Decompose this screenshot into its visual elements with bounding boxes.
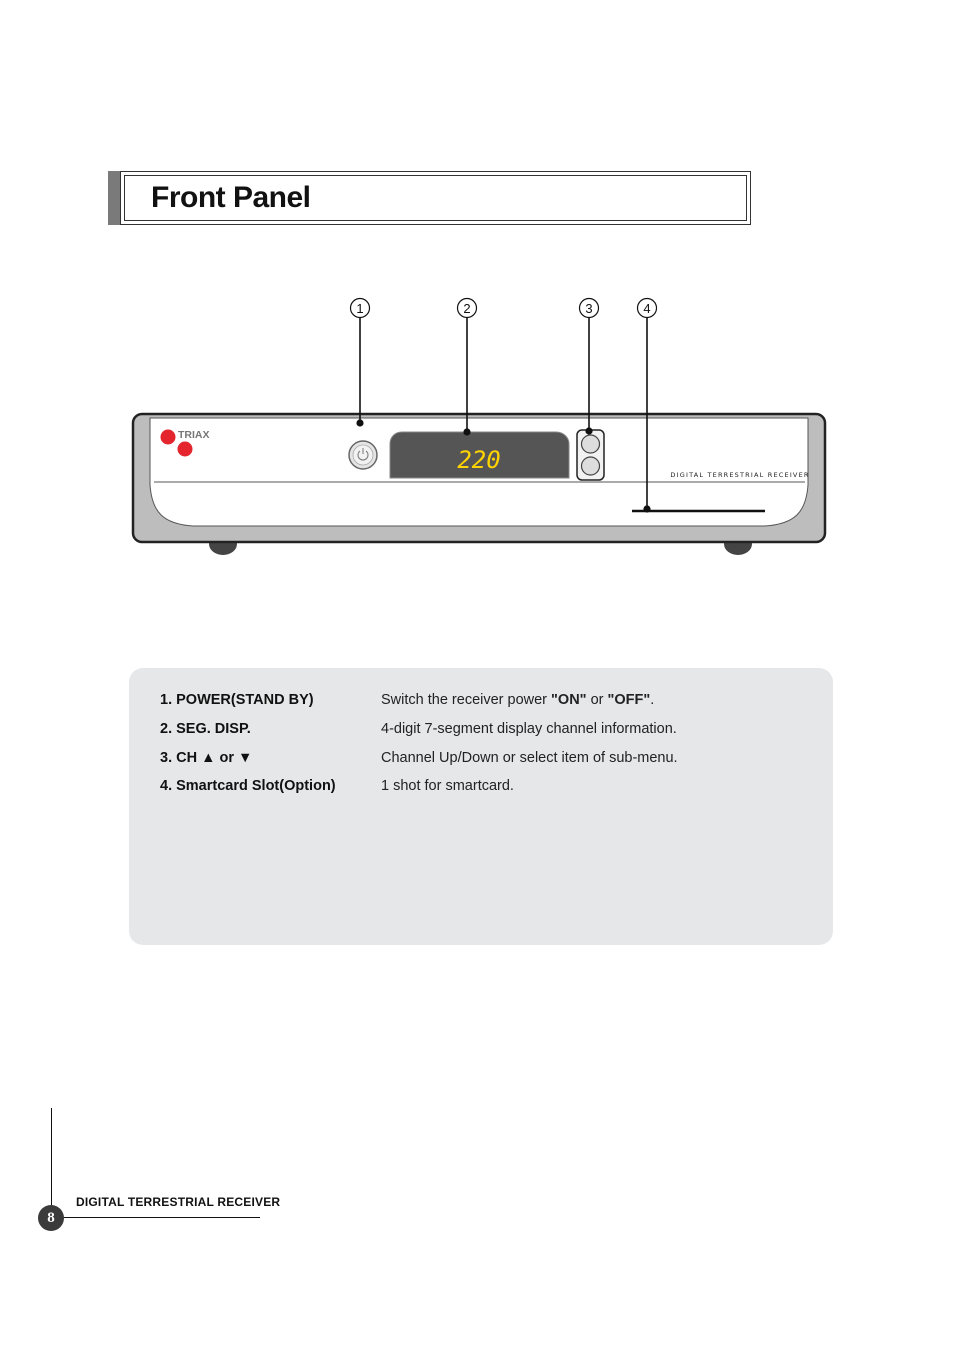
callout-number-2: 2 xyxy=(463,301,471,316)
item-desc-display: 4-digit 7-segment display channel information. xyxy=(381,721,677,737)
power-desc-pre: Switch the receiver power xyxy=(381,692,552,708)
callout-dot-4 xyxy=(644,506,650,512)
description-row-smartcard xyxy=(160,778,820,800)
description-row-channel xyxy=(160,750,820,772)
footer-horizontal-rule xyxy=(51,1217,260,1218)
callout-number-1: 1 xyxy=(356,301,364,316)
brand-logo-text: TRIAX xyxy=(178,429,210,441)
panel-label: DIGITAL TERRESTRIAL RECEIVER xyxy=(670,471,810,479)
logo-dot-top xyxy=(161,430,176,445)
item-label-smartcard: 4. Smartcard Slot(Option) xyxy=(160,778,336,794)
callout-number-4: 4 xyxy=(643,301,651,316)
description-row-display xyxy=(160,721,820,743)
display-digits: 220 xyxy=(457,446,501,474)
power-desc-off: "OFF" xyxy=(607,692,651,708)
item-label-power: 1. POWER(STAND BY) xyxy=(160,692,314,708)
callout-number-3: 3 xyxy=(585,301,593,316)
description-panel xyxy=(129,668,833,945)
callout-3 xyxy=(580,299,599,318)
item-desc-smartcard: 1 shot for smartcard. xyxy=(381,778,514,794)
item-desc-channel: Channel Up/Down or select item of sub-menu. xyxy=(381,750,678,766)
power-desc-mid: or xyxy=(586,692,608,708)
front-panel-diagram xyxy=(0,0,954,600)
power-desc-on: "ON" xyxy=(551,692,587,708)
power-desc-post: . xyxy=(650,692,655,708)
callout-dot-1 xyxy=(357,420,363,426)
logo-dot-bottom xyxy=(178,442,193,457)
item-desc-power xyxy=(381,692,654,708)
description-row-power xyxy=(160,692,820,714)
item-label-channel: 3. CH ▲ or ▼ xyxy=(160,750,253,766)
footer-title: DIGITAL TERRESTRIAL RECEIVER xyxy=(76,1195,281,1209)
callout-2 xyxy=(458,299,477,318)
page-number: 8 xyxy=(38,1205,64,1231)
callout-dot-2 xyxy=(464,429,470,435)
channel-down-button[interactable] xyxy=(582,457,600,475)
channel-up-button[interactable] xyxy=(582,435,600,453)
page-title: Front Panel xyxy=(151,181,311,214)
callout-dot-3 xyxy=(586,428,592,434)
callout-4 xyxy=(638,299,657,318)
item-label-display: 2. SEG. DISP. xyxy=(160,721,251,737)
callout-1 xyxy=(351,299,370,318)
